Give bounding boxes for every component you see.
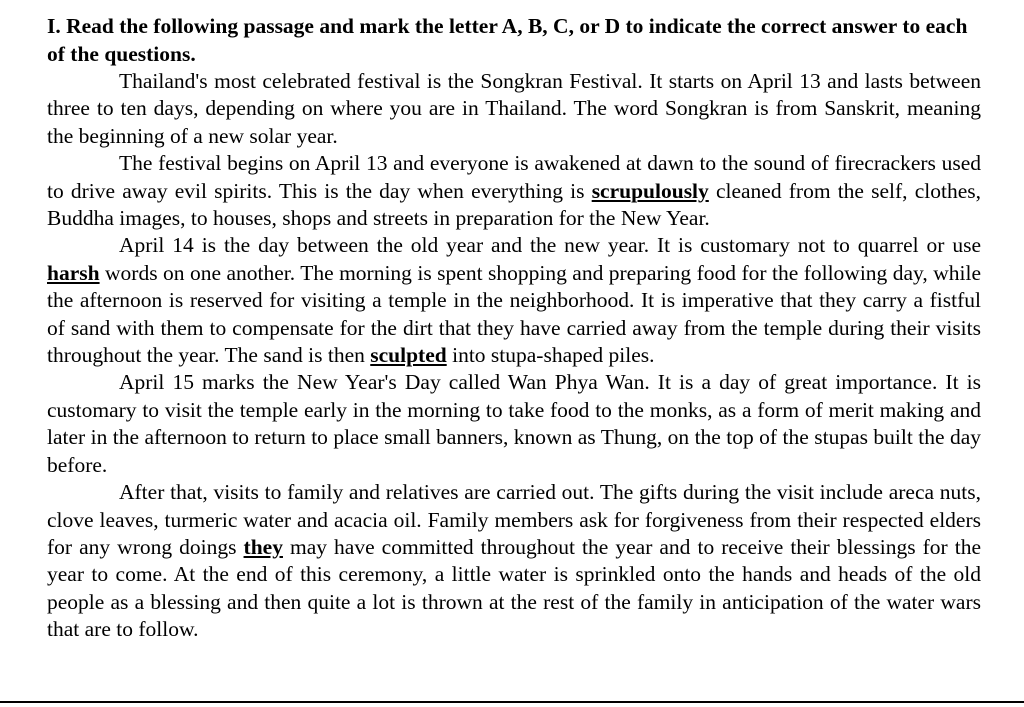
exercise-heading: I. Read the following passage and mark the letter A, B, C, or D to indicate the correct answer to each of the questions. <box>47 14 968 66</box>
paragraph-text: After that, visits to family and relatives are carried out. The gifts during the visit include areca nuts, clove leaves, turmeric water and acacia oil. Family members ask for forgiveness from their respected elders for any wrong doings <box>47 480 981 559</box>
paragraph-text: April 15 marks the New Year's Day called Wan Phya Wan. It is a day of great importance. It is customary to visit the temple early in the morning to take food to the monks, as a form of merit making and later in the afternoon to return to place small banners, known as Thung, on the top of the stupas built the day before. <box>47 370 981 477</box>
paragraph-text: April 14 is the day between the old year and the new year. It is customary not to quarrel or use <box>119 233 981 258</box>
paragraph-text: cleaned from the self, clothes, Buddha images, to houses, shops and streets in preparation for the New Year. <box>47 178 981 231</box>
paragraph-intro <box>47 68 981 150</box>
bottom-divider <box>0 701 1024 703</box>
paragraph-text: Thailand's most celebrated festival is the Songkran Festival. It starts on April 13 and lasts between three to ten days, depending on where you are in Thailand. The word Songkran is from Sanskrit, meaning the beginning of a new solar year. <box>47 69 981 148</box>
keyword-they: they <box>243 534 283 559</box>
paragraph-text: words on one another. The morning is spent shopping and preparing food for the following day, while the afternoon is reserved for visiting a temple in the neighborhood. It is imperative that they carry a fistful of sand with them to compensate for the dirt that they have carried away from the temple during their visits throughout the year. The sand is then <box>47 260 981 368</box>
paragraph-text: into stupa-shaped piles. <box>446 343 655 368</box>
passage-page <box>47 13 981 644</box>
paragraph-text: The festival begins on April 13 and everyone is awakened at dawn to the sound of firecrackers used to drive away evil spirits. This is the day when everything is <box>47 151 981 203</box>
paragraph-family-visits <box>47 479 981 643</box>
paragraph-text: may have committed throughout the year and to receive their blessings for the year to come. At the end of this ceremony, a little water is sprinkled onto the hands and heads of the old people as a blessing and then quite a lot is thrown at the rest of the family in anticipation of the water wars that are to follow. <box>47 534 982 642</box>
keyword-scrupulously: scrupulously <box>591 178 709 203</box>
keyword-sculpted: sculpted <box>370 343 447 368</box>
paragraph-april-14 <box>47 232 981 369</box>
paragraph-april-15 <box>47 369 981 479</box>
keyword-harsh: harsh <box>47 260 100 285</box>
paragraph-april-13 <box>47 150 981 232</box>
